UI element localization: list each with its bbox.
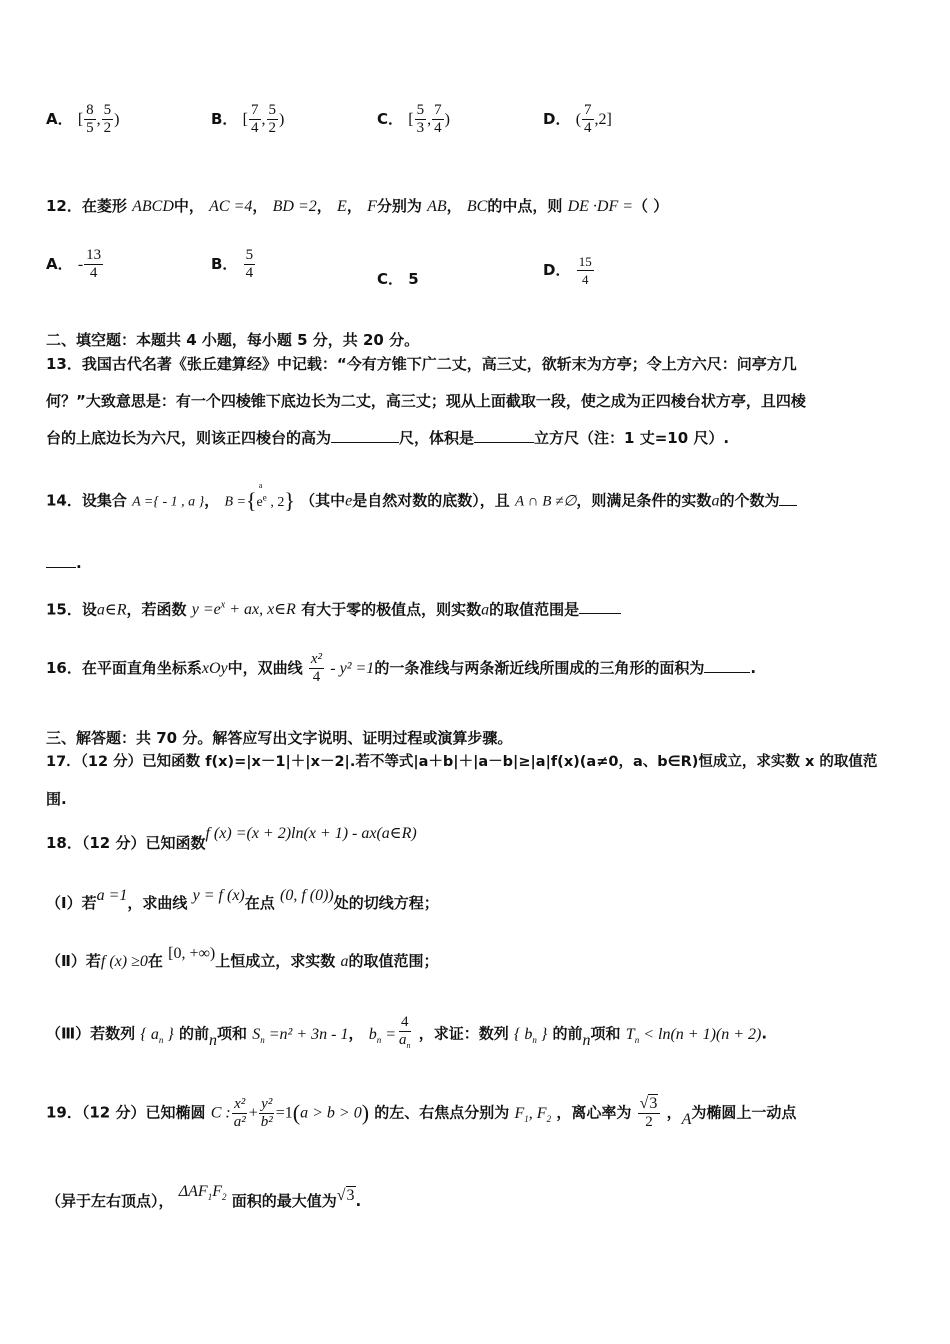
q12-option-d: D． $\frac{15}{4}$ [543, 254, 592, 287]
q11-option-c: C． [ $\frac{5}{3}$ , $\frac{7}{4}$ ) [377, 102, 450, 136]
q14-stem: 14．设集合 A ={ - 1 , a }， $B =\{e^{ea}$, 2} （其中e是自然对数的底数），且 A ∩ B ≠∅，则满足条件的实数a的个数为 [46, 486, 797, 514]
q13-line-2: 何？”大致意思是：有一个四棱锥下底边长为二丈，高三丈；现从上面截取一段，使之成为正四棱台状方亭，且四棱 [46, 392, 806, 410]
q12-option-a: A． - $\frac{13}{4}$ [46, 247, 102, 281]
q13-line-1: 13．我国古代名著《张丘建算经》中记载：“今有方锥下广二丈，高三丈，欲斩末为方亭；令上方六尺：问亭方几 [46, 355, 797, 373]
q18-part-2: （Ⅱ）若f (x) ≥0在 [0, +∞)上恒成立，求实数 a的取值范围； [46, 945, 439, 970]
q17-line-1: 17．（12 分）已知函数 f(x)=|x－1|＋|x－2|.若不等式|a＋b|＋|a－b|≥|a|f(x)(a≠0，a、b∈R)恒成立，求实数 x 的取值范 [46, 754, 878, 770]
q13-blank-height[interactable] [331, 428, 399, 443]
q19-line-1: 19．（12 分）已知椭圆 C : $\frac{\text{x²}}{\text{a²}}$ + $\frac{\text{y²}}{\text{b²}}$ =1(a > b > 0) 的左、右焦点分别为 $F_1$, $F_2$ ，离心率为 $\frac{√3}{2}$ ，A为椭圆上一动点 [46, 1095, 797, 1130]
q18-stem: 18．（12 分）已知函数f (x) =(x + 2)ln(x + 1) - ax(a∈R) [46, 825, 417, 852]
q16-blank[interactable] [704, 658, 750, 673]
section-3-heading: 三、解答题：共 70 分。解答应写出文字说明、证明过程或演算步骤。 [46, 729, 513, 747]
section-2-heading: 二、填空题：本题共 4 小题，每小题 5 分，共 20 分。 [46, 331, 420, 349]
q11-option-a: A． [ $\frac{8}{5}$ , $\frac{5}{2}$ ) [46, 102, 120, 136]
q15-stem: 15．设a∈R，若函数 $y =e^x$ + ax, x∈R 有大于零的极值点，则实数a的取值范围是 [46, 595, 621, 621]
q12-option-c: C． 5 [377, 270, 419, 288]
q15-blank[interactable] [579, 599, 621, 614]
q12-option-b: B． $\frac{5}{4}$ [211, 247, 254, 281]
q13-blank-volume[interactable] [474, 428, 534, 443]
q12-stem: 12．在菱形 ABCD中， AC =4， BD =2， E， F分别为 AB， BC的中点，则 DE ·DF =（ ） [46, 197, 669, 215]
q11-option-d: D． ( $\frac{7}{4}$ ,2] [543, 102, 612, 136]
q19-line-2: （异于左右顶点）， $\Delta AF_1F_2$ 面积的最大值为√3. [46, 1183, 362, 1210]
q14-blank-continued[interactable] [46, 553, 76, 568]
q14-line-2: . [46, 552, 82, 574]
q17-line-2: 围. [46, 790, 67, 808]
q18-part-3: （Ⅲ）若数列 { $a_n$ } 的前n项和 $S_n =n^2 + 3n - 1$， $b_n$ = $\frac{4}{a_n}$ ，求证：数列 { $b_n$ } 的前n项和 $T_n < \ln(n + 1)(n + 2)$. [46, 1014, 768, 1050]
q14-blank[interactable] [779, 491, 797, 506]
q16-stem: 16．在平面直角坐标系xOy中，双曲线 $\frac{\text{x²}}{4}$ - y² =1的一条准线与两条渐近线所围成的三角形的面积为 . [46, 651, 757, 685]
q13-line-3: 台的上底边长为六尺，则该正四棱台的高为 尺，体积是 立方尺（注：1 丈=10 尺）. [46, 429, 730, 447]
q11-option-b: B． [ $\frac{7}{4}$ , $\frac{5}{2}$ ) [211, 102, 285, 136]
q18-part-1: （Ⅰ）若a =1，求曲线 y = f (x)在点 (0, f (0))处的切线方程； [46, 887, 439, 912]
